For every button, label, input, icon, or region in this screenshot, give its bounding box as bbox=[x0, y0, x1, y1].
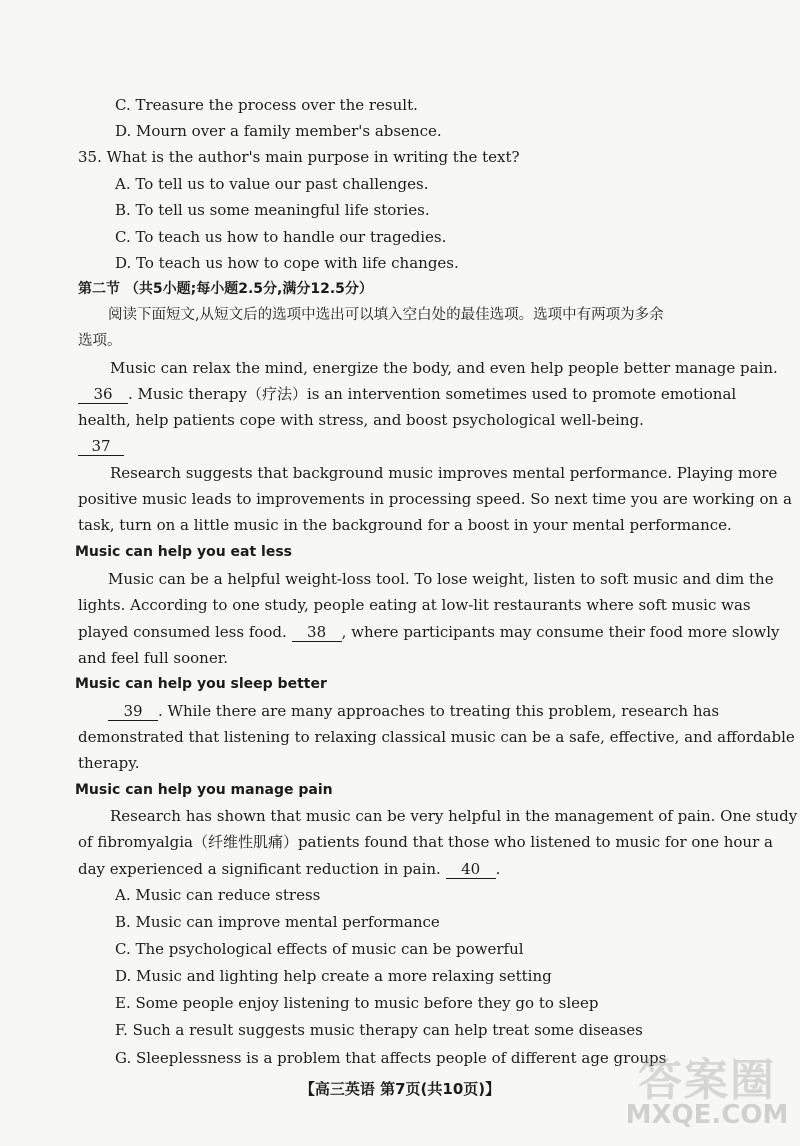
passage-p2-line3: task, turn on a little music in the background for a boost in your mental performance. bbox=[78, 516, 732, 534]
q35-option-a: A. To tell us to value our past challenges. bbox=[115, 175, 429, 193]
passage-p5-line3-text-b: . bbox=[495, 860, 501, 878]
subheading-sleep-better: Music can help you sleep better bbox=[75, 676, 327, 692]
passage-p1-line2 bbox=[78, 381, 736, 407]
passage-p3-line3 bbox=[78, 619, 779, 645]
blank-37: 37 bbox=[78, 437, 124, 456]
passage-p1-line3: health, help patients cope with stress, and boost psychological well-being. bbox=[78, 411, 644, 429]
passage-p4-line2: demonstrated that listening to relaxing classical music can be a safe, effective, and affordable bbox=[78, 728, 795, 746]
subheading-manage-pain: Music can help you manage pain bbox=[75, 782, 333, 798]
passage-p4-line1 bbox=[108, 698, 719, 724]
passage-p3-line4: and feel full sooner. bbox=[78, 649, 229, 667]
passage-p1-line2-text: . Music therapy（疗法）is an intervention sometimes used to promote emotional bbox=[128, 385, 737, 403]
blank-39: 39 bbox=[108, 702, 158, 721]
option-d: D. Music and lighting help create a more relaxing setting bbox=[115, 967, 552, 985]
passage-p5-line3-text-a: day experienced a significant reduction in pain. bbox=[78, 860, 441, 878]
section-heading: 第二节 （共5小题;每小题2.5分,满分12.5分） bbox=[78, 281, 373, 297]
option-a: A. Music can reduce stress bbox=[115, 886, 321, 904]
section-instruction-1: 阅读下面短文,从短文后的选项中选出可以填入空白处的最佳选项。选项中有两项为多余 bbox=[108, 307, 664, 323]
option-f: F. Such a result suggests music therapy can help treat some diseases bbox=[115, 1021, 643, 1039]
q35-stem: 35. What is the author's main purpose in writing the text? bbox=[78, 148, 520, 166]
q34-option-d: D. Mourn over a family member's absence. bbox=[115, 122, 442, 140]
q35-option-d: D. To teach us how to cope with life changes. bbox=[115, 254, 459, 272]
passage-p3-line3-text-a: played consumed less food. bbox=[78, 623, 287, 641]
passage-p3-line1: Music can be a helpful weight-loss tool. To lose weight, listen to soft music and dim the bbox=[108, 570, 774, 588]
passage-p3-line2: lights. According to one study, people eating at low-lit restaurants where soft music was bbox=[78, 596, 751, 614]
passage-p1-line1: Music can relax the mind, energize the body, and even help people better manage pain. bbox=[110, 359, 778, 377]
watermark-line1: 答案圈 bbox=[638, 1055, 776, 1106]
option-b: B. Music can improve mental performance bbox=[115, 913, 440, 931]
watermark-logo bbox=[618, 1040, 796, 1140]
page-footer: 【高三英语 第7页(共10页)】 bbox=[299, 1080, 501, 1098]
passage-p5-line2: of fibromyalgia（纤维性肌痛）patients found that those who listened to music for one hour a bbox=[78, 833, 773, 851]
option-e: E. Some people enjoy listening to music before they go to sleep bbox=[115, 994, 599, 1012]
q35-option-b: B. To tell us some meaningful life stories. bbox=[115, 201, 430, 219]
passage-line-blank37 bbox=[78, 433, 124, 459]
q34-option-c: C. Treasure the process over the result. bbox=[115, 96, 418, 114]
q35-option-c: C. To teach us how to handle our tragedies. bbox=[115, 228, 447, 246]
blank-40: 40 bbox=[446, 860, 496, 879]
blank-38: 38 bbox=[292, 623, 342, 642]
passage-p2-line2: positive music leads to improvements in processing speed. So next time you are working on a bbox=[78, 490, 792, 508]
subheading-eat-less: Music can help you eat less bbox=[75, 544, 292, 560]
passage-p4-line3: therapy. bbox=[78, 754, 140, 772]
passage-p5-line1: Research has shown that music can be very helpful in the management of pain. One study bbox=[110, 807, 798, 825]
blank-36: 36 bbox=[78, 385, 128, 404]
passage-p2-line1: Research suggests that background music improves mental performance. Playing more bbox=[110, 464, 778, 482]
passage-p3-line3-text-b: , where participants may consume their food more slowly bbox=[341, 623, 780, 641]
option-c: C. The psychological effects of music can be powerful bbox=[115, 940, 524, 958]
option-g: G. Sleeplessness is a problem that affects people of different age groups bbox=[115, 1049, 667, 1067]
section-instruction-2: 选项。 bbox=[78, 333, 122, 349]
passage-p5-line3 bbox=[78, 856, 500, 882]
watermark-line2: MXQE.COM bbox=[625, 1100, 789, 1130]
passage-p4-line1-text: . While there are many approaches to treating this problem, research has bbox=[158, 702, 720, 720]
